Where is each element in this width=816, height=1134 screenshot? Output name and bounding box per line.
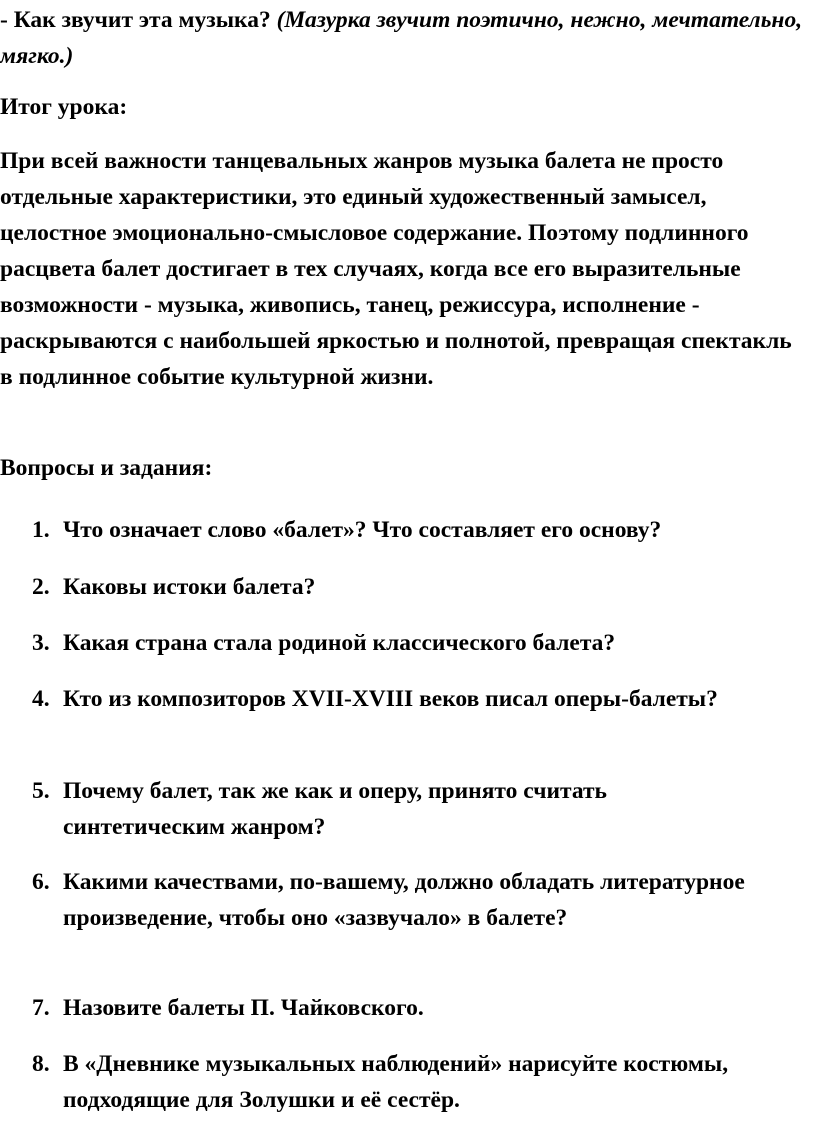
question-number: 7. xyxy=(32,995,50,1021)
question-text: Кто из композиторов XVII-XVIII веков писал оперы-балеты? xyxy=(63,686,718,712)
intro-question: - Как звучит эта музыка? xyxy=(0,7,277,33)
question-number: 6. xyxy=(32,869,50,895)
question-text: Каковы истоки балета? xyxy=(63,574,316,600)
question-text: Какая страна стала родиной классического балета? xyxy=(63,630,616,656)
question-number: 1. xyxy=(32,517,50,543)
question-text: Назовите балеты П. Чайковского. xyxy=(63,995,424,1021)
questions-heading: Вопросы и задания: xyxy=(0,455,213,481)
question-number: 5. xyxy=(32,778,50,804)
question-text: В «Дневнике музыкальных наблюдений» нарисуйте костюмы, подходящие для Золушки и её сестёр. xyxy=(63,1051,729,1113)
summary-heading: Итог урока: xyxy=(0,94,128,120)
intro-paragraph xyxy=(0,2,810,74)
question-number: 3. xyxy=(32,630,50,656)
question-text: Какими качествами, по-вашему, должно обладать литературное произведение, чтобы оно «зазвучало» в балете? xyxy=(63,869,745,931)
question-text: Что означает слово «балет»? Что составляет его основу? xyxy=(63,517,662,543)
question-number: 8. xyxy=(32,1051,50,1077)
summary-text: При всей важности танцевальных жанров музыка балета не просто отдельные характеристики, это единый художественный замысел, целостное эмоционально-смысловое содержание. Поэтому подлинного расцвета балет достигает в тех случаях, когда все его выразительные возможности - музыка, живопись, танец, режиссура, исполнение - раскрываются с наибольшей яркостью и полнотой, превращая спектакль в подлинное событие культурной жизни. xyxy=(0,148,792,390)
question-number: 4. xyxy=(32,686,50,712)
question-number: 2. xyxy=(32,574,50,600)
intro-answer: (Мазурка звучит поэтично, нежно, мечтательно, мягко.) xyxy=(0,7,803,69)
question-text: Почему балет, так же как и оперу, принято считать синтетическим жанром? xyxy=(63,778,607,840)
